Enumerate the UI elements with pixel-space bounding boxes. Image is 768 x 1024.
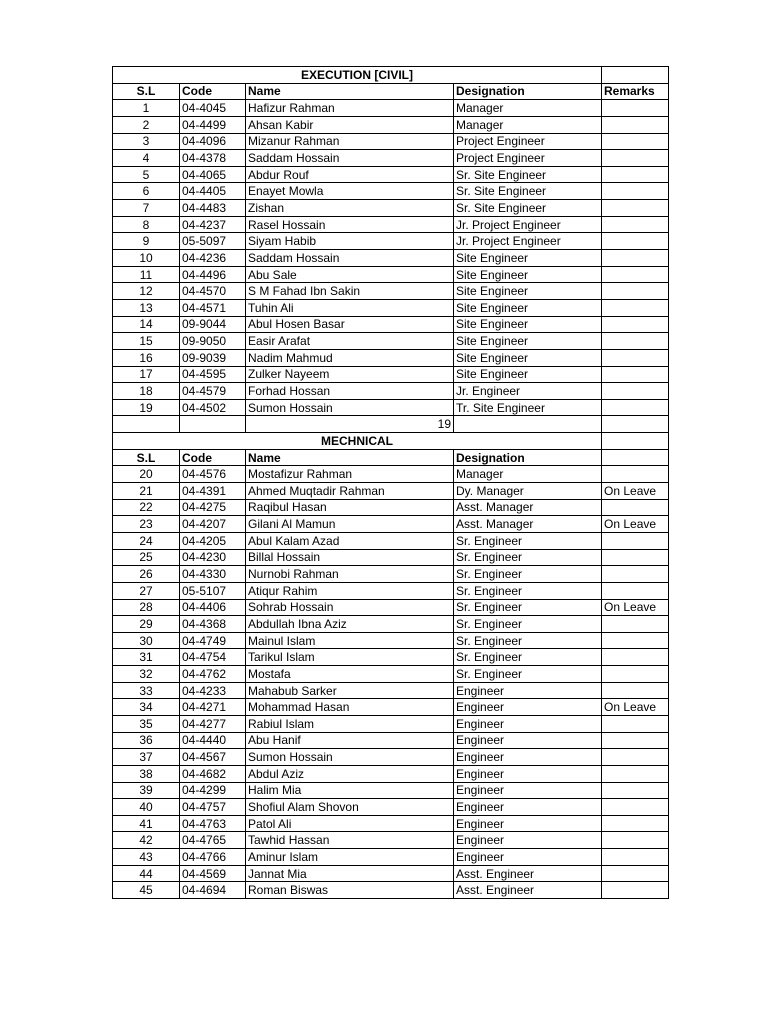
cell-remarks: On Leave: [602, 699, 669, 716]
cell-code: 05-5107: [180, 582, 246, 599]
table-row: [113, 200, 669, 217]
cell-sl: 34: [113, 699, 180, 716]
cell-remarks: [602, 266, 669, 283]
cell-sl: 2: [113, 116, 180, 133]
cell-designation: Manager: [454, 466, 602, 483]
cell-code: 05-5097: [180, 233, 246, 250]
cell-code: 04-4502: [180, 399, 246, 416]
cell-remarks: [602, 366, 669, 383]
cell-designation: Sr. Engineer: [454, 566, 602, 583]
cell-code: 04-4496: [180, 266, 246, 283]
cell-designation: Dy. Manager: [454, 483, 602, 500]
cell-sl: 8: [113, 216, 180, 233]
table-row: [113, 150, 669, 167]
cell-remarks: [602, 732, 669, 749]
cell-remarks: [602, 166, 669, 183]
cell-designation: Asst. Engineer: [454, 882, 602, 899]
cell-code: 04-4754: [180, 649, 246, 666]
cell-remarks: [602, 116, 669, 133]
cell-remarks: [602, 299, 669, 316]
cell-name: Roman Biswas: [246, 882, 454, 899]
blank-cell: [180, 416, 246, 433]
cell-designation: Project Engineer: [454, 133, 602, 150]
cell-designation: Engineer: [454, 749, 602, 766]
cell-sl: 32: [113, 666, 180, 683]
cell-name: Ahmed Muqtadir Rahman: [246, 483, 454, 500]
cell-sl: 41: [113, 815, 180, 832]
table-row: [113, 682, 669, 699]
cell-remarks: [602, 100, 669, 117]
cell-code: 04-4065: [180, 166, 246, 183]
cell-code: 04-4237: [180, 216, 246, 233]
cell-name: Saddam Hossain: [246, 250, 454, 267]
cell-code: 04-4207: [180, 516, 246, 533]
cell-remarks: [602, 649, 669, 666]
header-designation: Designation: [454, 449, 602, 466]
table-row: [113, 582, 669, 599]
cell-name: Easir Arafat: [246, 333, 454, 350]
cell-designation: Engineer: [454, 699, 602, 716]
cell-remarks: [602, 666, 669, 683]
cell-name: Shofiul Alam Shovon: [246, 799, 454, 816]
staff-table: [112, 66, 669, 899]
cell-remarks: [602, 399, 669, 416]
cell-name: Billal Hossain: [246, 549, 454, 566]
cell-code: 09-9044: [180, 316, 246, 333]
cell-remarks: [602, 349, 669, 366]
cell-remarks: [602, 566, 669, 583]
cell-code: 04-4499: [180, 116, 246, 133]
table-row: [113, 549, 669, 566]
cell-remarks: [602, 882, 669, 899]
table-row: [113, 250, 669, 267]
cell-name: Abu Sale: [246, 266, 454, 283]
cell-code: 04-4045: [180, 100, 246, 117]
table-row: [113, 366, 669, 383]
cell-sl: 4: [113, 150, 180, 167]
cell-designation: Engineer: [454, 715, 602, 732]
cell-sl: 16: [113, 349, 180, 366]
cell-code: 04-4570: [180, 283, 246, 300]
cell-name: Zulker Nayeem: [246, 366, 454, 383]
cell-designation: Jr. Project Engineer: [454, 233, 602, 250]
cell-remarks: [602, 532, 669, 549]
cell-sl: 38: [113, 765, 180, 782]
header-code: Code: [180, 449, 246, 466]
cell-sl: 40: [113, 799, 180, 816]
table-row: [113, 316, 669, 333]
cell-name: Hafizur Rahman: [246, 100, 454, 117]
table-row: [113, 233, 669, 250]
cell-remarks: On Leave: [602, 483, 669, 500]
cell-code: 04-4749: [180, 632, 246, 649]
cell-name: Raqibul Hasan: [246, 499, 454, 516]
table-row: [113, 383, 669, 400]
cell-remarks: [602, 582, 669, 599]
table-row: [113, 882, 669, 899]
cell-name: Rasel Hossain: [246, 216, 454, 233]
cell-designation: Project Engineer: [454, 150, 602, 167]
table-row: [113, 516, 669, 533]
cell-sl: 14: [113, 316, 180, 333]
blank-cell: [602, 433, 669, 450]
cell-code: 04-4368: [180, 616, 246, 633]
cell-designation: Sr. Site Engineer: [454, 200, 602, 217]
table-row: [113, 483, 669, 500]
table-row: [113, 616, 669, 633]
cell-sl: 21: [113, 483, 180, 500]
cell-name: Rabiul Islam: [246, 715, 454, 732]
cell-code: 04-4576: [180, 466, 246, 483]
cell-sl: 18: [113, 383, 180, 400]
cell-name: Jannat Mia: [246, 865, 454, 882]
cell-code: 04-4440: [180, 732, 246, 749]
cell-designation: Site Engineer: [454, 349, 602, 366]
header-name: Name: [246, 83, 454, 100]
cell-remarks: [602, 316, 669, 333]
cell-sl: 39: [113, 782, 180, 799]
table-row: [113, 399, 669, 416]
cell-remarks: [602, 849, 669, 866]
cell-code: 04-4236: [180, 250, 246, 267]
table-row: [113, 849, 669, 866]
cell-code: 04-4096: [180, 133, 246, 150]
cell-sl: 6: [113, 183, 180, 200]
cell-name: Mohammad Hasan: [246, 699, 454, 716]
cell-sl: 3: [113, 133, 180, 150]
civil-title-row: [113, 67, 669, 84]
cell-sl: 36: [113, 732, 180, 749]
cell-sl: 10: [113, 250, 180, 267]
table-row: [113, 765, 669, 782]
cell-name: Patol Ali: [246, 815, 454, 832]
cell-code: 04-4330: [180, 566, 246, 583]
cell-remarks: On Leave: [602, 599, 669, 616]
cell-designation: Site Engineer: [454, 283, 602, 300]
table-row: [113, 183, 669, 200]
cell-code: 04-4205: [180, 532, 246, 549]
cell-sl: 24: [113, 532, 180, 549]
cell-name: Aminur Islam: [246, 849, 454, 866]
header-code: Code: [180, 83, 246, 100]
cell-name: Abdullah Ibna Aziz: [246, 616, 454, 633]
cell-code: 04-4595: [180, 366, 246, 383]
cell-remarks: [602, 233, 669, 250]
cell-sl: 35: [113, 715, 180, 732]
cell-code: 04-4579: [180, 383, 246, 400]
cell-remarks: [602, 499, 669, 516]
cell-code: 04-4757: [180, 799, 246, 816]
cell-remarks: [602, 150, 669, 167]
cell-remarks: [602, 250, 669, 267]
cell-sl: 17: [113, 366, 180, 383]
cell-remarks: [602, 749, 669, 766]
cell-designation: Sr. Engineer: [454, 649, 602, 666]
cell-code: 04-4378: [180, 150, 246, 167]
cell-name: Sohrab Hossain: [246, 599, 454, 616]
cell-name: Gilani Al Mamun: [246, 516, 454, 533]
cell-remarks: [602, 466, 669, 483]
cell-code: 04-4230: [180, 549, 246, 566]
table-row: [113, 116, 669, 133]
staff-table-body: [113, 67, 669, 899]
table-row: [113, 799, 669, 816]
header-sl: S.L: [113, 83, 180, 100]
cell-sl: 44: [113, 865, 180, 882]
cell-sl: 25: [113, 549, 180, 566]
cell-remarks: [602, 383, 669, 400]
cell-name: Nadim Mahmud: [246, 349, 454, 366]
table-row: [113, 732, 669, 749]
header-designation: Designation: [454, 83, 602, 100]
cell-sl: 42: [113, 832, 180, 849]
cell-sl: 20: [113, 466, 180, 483]
cell-name: Tuhin Ali: [246, 299, 454, 316]
cell-designation: Tr. Site Engineer: [454, 399, 602, 416]
cell-sl: 31: [113, 649, 180, 666]
cell-name: Abdur Rouf: [246, 166, 454, 183]
table-row: [113, 749, 669, 766]
cell-code: 04-4766: [180, 849, 246, 866]
cell-code: 04-4694: [180, 882, 246, 899]
cell-remarks: [602, 815, 669, 832]
cell-sl: 1: [113, 100, 180, 117]
cell-remarks: [602, 283, 669, 300]
cell-name: Tawhid Hassan: [246, 832, 454, 849]
cell-name: S M Fahad Ibn Sakin: [246, 283, 454, 300]
cell-name: Ahsan Kabir: [246, 116, 454, 133]
cell-designation: Manager: [454, 116, 602, 133]
cell-sl: 11: [113, 266, 180, 283]
cell-designation: Asst. Manager: [454, 499, 602, 516]
cell-code: 04-4405: [180, 183, 246, 200]
cell-sl: 45: [113, 882, 180, 899]
cell-sl: 29: [113, 616, 180, 633]
mech-title-row: [113, 433, 669, 450]
cell-code: 04-4391: [180, 483, 246, 500]
cell-name: Forhad Hossan: [246, 383, 454, 400]
cell-designation: Asst. Manager: [454, 516, 602, 533]
cell-name: Tarikul Islam: [246, 649, 454, 666]
cell-name: Mahabub Sarker: [246, 682, 454, 699]
cell-remarks: [602, 200, 669, 217]
cell-designation: Site Engineer: [454, 316, 602, 333]
cell-name: Sumon Hossain: [246, 749, 454, 766]
cell-designation: Sr. Engineer: [454, 616, 602, 633]
civil-total-row: [113, 416, 669, 433]
cell-designation: Engineer: [454, 765, 602, 782]
cell-name: Atiqur Rahim: [246, 582, 454, 599]
cell-designation: Sr. Site Engineer: [454, 183, 602, 200]
cell-sl: 26: [113, 566, 180, 583]
table-row: [113, 216, 669, 233]
table-row: [113, 166, 669, 183]
cell-code: 04-4765: [180, 832, 246, 849]
cell-designation: Sr. Site Engineer: [454, 166, 602, 183]
blank-cell: [113, 416, 180, 433]
cell-code: 04-4682: [180, 765, 246, 782]
table-row: [113, 333, 669, 350]
cell-designation: Site Engineer: [454, 333, 602, 350]
table-row: [113, 283, 669, 300]
cell-sl: 22: [113, 499, 180, 516]
cell-name: Sumon Hossain: [246, 399, 454, 416]
table-row: [113, 499, 669, 516]
blank-cell: [602, 416, 669, 433]
cell-remarks: [602, 133, 669, 150]
cell-sl: 9: [113, 233, 180, 250]
cell-sl: 12: [113, 283, 180, 300]
cell-code: 04-4571: [180, 299, 246, 316]
cell-name: Saddam Hossain: [246, 150, 454, 167]
mech-header-row: [113, 449, 669, 466]
cell-remarks: [602, 799, 669, 816]
civil-header-row: [113, 83, 669, 100]
table-row: [113, 266, 669, 283]
table-row: [113, 466, 669, 483]
cell-remarks: [602, 616, 669, 633]
cell-designation: Site Engineer: [454, 299, 602, 316]
cell-sl: 30: [113, 632, 180, 649]
cell-sl: 33: [113, 682, 180, 699]
cell-designation: Sr. Engineer: [454, 582, 602, 599]
table-row: [113, 133, 669, 150]
civil-total-count: 19: [246, 416, 454, 433]
cell-designation: Site Engineer: [454, 266, 602, 283]
table-row: [113, 832, 669, 849]
cell-sl: 15: [113, 333, 180, 350]
header-sl: S.L: [113, 449, 180, 466]
cell-code: 04-4569: [180, 865, 246, 882]
table-row: [113, 666, 669, 683]
header-remarks: [602, 449, 669, 466]
cell-remarks: [602, 682, 669, 699]
cell-remarks: [602, 782, 669, 799]
cell-name: Mizanur Rahman: [246, 133, 454, 150]
cell-remarks: On Leave: [602, 516, 669, 533]
table-row: [113, 100, 669, 117]
cell-code: 09-9039: [180, 349, 246, 366]
cell-code: 04-4762: [180, 666, 246, 683]
cell-designation: Jr. Engineer: [454, 383, 602, 400]
cell-designation: Sr. Engineer: [454, 632, 602, 649]
cell-sl: 28: [113, 599, 180, 616]
cell-sl: 13: [113, 299, 180, 316]
cell-designation: Engineer: [454, 815, 602, 832]
cell-code: 04-4567: [180, 749, 246, 766]
cell-name: Abul Hosen Basar: [246, 316, 454, 333]
blank-cell: [454, 416, 602, 433]
table-row: [113, 299, 669, 316]
cell-sl: 7: [113, 200, 180, 217]
cell-name: Halim Mia: [246, 782, 454, 799]
cell-remarks: [602, 865, 669, 882]
cell-remarks: [602, 549, 669, 566]
cell-designation: Engineer: [454, 849, 602, 866]
cell-designation: Site Engineer: [454, 366, 602, 383]
cell-sl: 5: [113, 166, 180, 183]
cell-sl: 37: [113, 749, 180, 766]
cell-code: 04-4763: [180, 815, 246, 832]
cell-remarks: [602, 183, 669, 200]
table-row: [113, 532, 669, 549]
cell-code: 04-4483: [180, 200, 246, 217]
cell-code: 09-9050: [180, 333, 246, 350]
cell-designation: Sr. Engineer: [454, 549, 602, 566]
table-row: [113, 599, 669, 616]
mech-section-title: MECHNICAL: [113, 433, 602, 450]
blank-cell: [602, 67, 669, 84]
cell-designation: Sr. Engineer: [454, 532, 602, 549]
cell-designation: Site Engineer: [454, 250, 602, 267]
cell-code: 04-4271: [180, 699, 246, 716]
cell-code: 04-4275: [180, 499, 246, 516]
cell-designation: Sr. Engineer: [454, 599, 602, 616]
table-row: [113, 632, 669, 649]
cell-name: Abu Hanif: [246, 732, 454, 749]
cell-designation: Sr. Engineer: [454, 666, 602, 683]
cell-remarks: [602, 832, 669, 849]
cell-name: Mostafa: [246, 666, 454, 683]
cell-remarks: [602, 333, 669, 350]
table-row: [113, 349, 669, 366]
cell-designation: Engineer: [454, 782, 602, 799]
header-name: Name: [246, 449, 454, 466]
cell-designation: Engineer: [454, 732, 602, 749]
cell-code: 04-4299: [180, 782, 246, 799]
cell-designation: Asst. Engineer: [454, 865, 602, 882]
cell-name: Siyam Habib: [246, 233, 454, 250]
table-row: [113, 815, 669, 832]
table-row: [113, 699, 669, 716]
header-remarks: Remarks: [602, 83, 669, 100]
table-row: [113, 649, 669, 666]
cell-designation: Manager: [454, 100, 602, 117]
cell-name: Abdul Aziz: [246, 765, 454, 782]
cell-name: Mostafizur Rahman: [246, 466, 454, 483]
cell-sl: 23: [113, 516, 180, 533]
cell-name: Enayet Mowla: [246, 183, 454, 200]
table-row: [113, 782, 669, 799]
cell-designation: Jr. Project Engineer: [454, 216, 602, 233]
cell-designation: Engineer: [454, 799, 602, 816]
cell-sl: 19: [113, 399, 180, 416]
table-row: [113, 566, 669, 583]
cell-remarks: [602, 632, 669, 649]
cell-sl: 27: [113, 582, 180, 599]
cell-remarks: [602, 715, 669, 732]
civil-section-title: EXECUTION [CIVIL]: [113, 67, 602, 84]
cell-designation: Engineer: [454, 682, 602, 699]
cell-sl: 43: [113, 849, 180, 866]
cell-code: 04-4406: [180, 599, 246, 616]
cell-name: Nurnobi Rahman: [246, 566, 454, 583]
cell-remarks: [602, 765, 669, 782]
table-row: [113, 865, 669, 882]
cell-code: 04-4277: [180, 715, 246, 732]
cell-code: 04-4233: [180, 682, 246, 699]
cell-name: Abul Kalam Azad: [246, 532, 454, 549]
cell-name: Zishan: [246, 200, 454, 217]
cell-designation: Engineer: [454, 832, 602, 849]
cell-remarks: [602, 216, 669, 233]
cell-name: Mainul Islam: [246, 632, 454, 649]
table-row: [113, 715, 669, 732]
